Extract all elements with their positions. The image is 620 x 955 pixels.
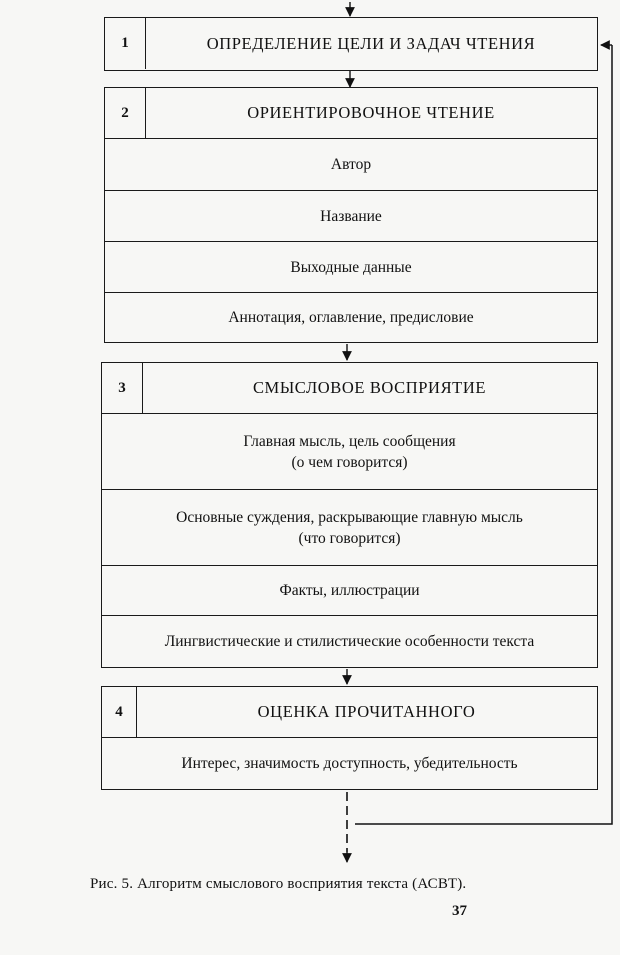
block-2-title: ОРИЕНТИРОВОЧНОЕ ЧТЕНИЕ [247, 103, 495, 122]
block-2-row-annotation: Аннотация, оглавление, предисловие [228, 308, 474, 326]
block-3-title: СМЫСЛОВОЕ ВОСПРИЯТИЕ [252, 378, 487, 397]
block-4-number: 4 [102, 687, 137, 737]
block-2-row-imprint: Выходные данные [105, 242, 597, 293]
block-3-row-linguistic: Лингвистические и стилистические особенности текста [164, 632, 535, 650]
block-2-number: 2 [105, 88, 146, 138]
block-3-row-main-statements: Основные суждения, раскрывающие главную мысль (что говорится) [102, 490, 597, 566]
block-3-semantic-perception [101, 362, 598, 668]
block-2-orientation-reading [104, 87, 598, 343]
block-1-title: ОПРЕДЕЛЕНИЕ ЦЕЛИ И ЗАДАЧ ЧТЕНИЯ [206, 33, 536, 53]
block-3-number: 3 [102, 363, 143, 413]
block-2-row-title: Название [105, 191, 597, 242]
block-2-row-author: Автор [105, 139, 597, 191]
block-4-header [102, 687, 597, 738]
block-1-number: 1 [105, 18, 146, 69]
block-4-row-criteria: Интерес, значимость доступность, убедительность [181, 754, 518, 772]
block-2-header [105, 88, 597, 139]
block-3-header [102, 363, 597, 414]
block-4-evaluation [101, 686, 598, 790]
block-3-row-main-idea: Главная мысль, цель сообщения (о чем говорится) [102, 414, 597, 490]
block-3-row-facts: Факты, иллюстрации [102, 566, 597, 616]
block-4-title: ОЦЕНКА ПРОЧИТАННОГО [257, 702, 476, 721]
block-1-header [105, 18, 597, 69]
figure-caption: Рис. 5. Алгоритм смыслового восприятия текста (АСВТ). [90, 876, 467, 892]
page-number: 37 [452, 903, 467, 919]
block-1-goal-definition [104, 17, 598, 71]
